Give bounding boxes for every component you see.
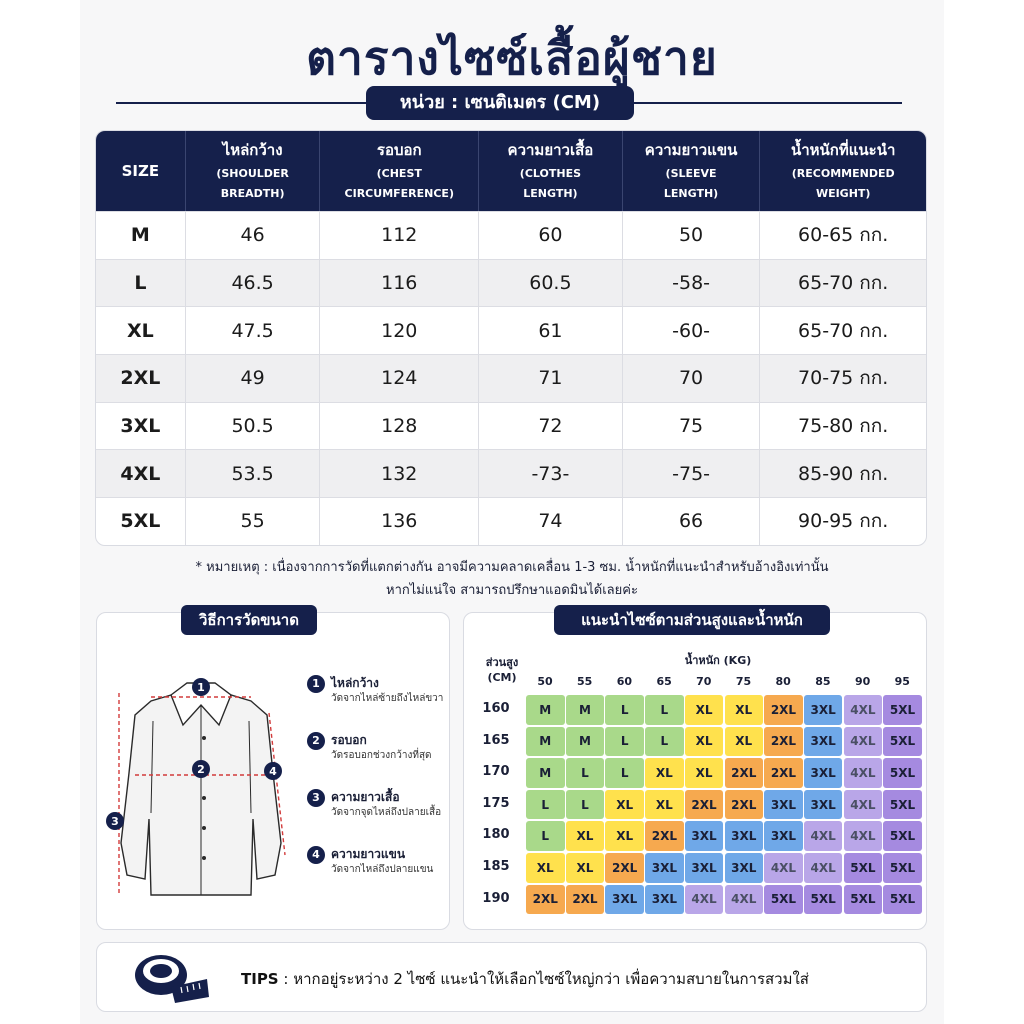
- weight-tick: 55: [577, 675, 593, 688]
- size-grid-cell: 4XL: [844, 727, 883, 757]
- size-grid-cell: 5XL: [844, 853, 883, 883]
- weight-tick: 80: [775, 675, 791, 688]
- column-header: [96, 131, 186, 211]
- height-tick: 175: [482, 795, 510, 811]
- table-cell: 74: [479, 498, 623, 545]
- table-body: [96, 211, 926, 545]
- tips-text: [241, 967, 809, 991]
- column-header-sub: [345, 164, 454, 204]
- size-grid-cell: 3XL: [645, 885, 684, 915]
- table-cell: 132: [320, 450, 479, 497]
- size-grid-cell: 2XL: [526, 885, 565, 915]
- size-cell: 3XL: [96, 403, 186, 450]
- legend-title: ความยาวเสื้อ: [331, 790, 400, 804]
- legend-title: รอบอก: [331, 733, 367, 747]
- table-cell: 50.5: [186, 403, 321, 450]
- legend-desc: วัดจากจุดไหล่ถึงปลายเสื้อ: [331, 807, 442, 818]
- column-header: [760, 131, 926, 211]
- size-grid-cell: L: [526, 821, 565, 851]
- size-grid-cell: 3XL: [764, 790, 803, 820]
- size-grid-cell: 3XL: [764, 821, 803, 851]
- size-grid-cell: 3XL: [605, 885, 644, 915]
- size-grid-cell: 4XL: [844, 790, 883, 820]
- size-cell: XL: [96, 307, 186, 354]
- size-grid-cell: 3XL: [725, 853, 764, 883]
- column-header-main: SIZE: [121, 162, 160, 180]
- unit-badge: หน่วย : เซนติเมตร (CM): [366, 86, 634, 120]
- weight-tick: 75: [735, 675, 752, 688]
- legend-desc: วัดจากไหล่ถึงปลายแขน: [331, 864, 434, 875]
- size-grid-cell: XL: [725, 695, 764, 725]
- size-grid-cell: 3XL: [804, 790, 843, 820]
- table-cell: 65-70 กก.: [798, 272, 889, 295]
- table-cell: -73-: [479, 450, 623, 497]
- legend-number: 4: [307, 846, 325, 864]
- size-grid-cell: 4XL: [685, 885, 724, 915]
- table-cell: 75-80 กก.: [798, 415, 889, 438]
- size-grid-cell: 4XL: [844, 695, 883, 725]
- table-cell: 72: [479, 403, 623, 450]
- table-row: [96, 259, 926, 307]
- legend-desc: วัดจากไหล่ซ้ายถึงไหล่ขวา: [331, 693, 444, 704]
- size-grid-cell: M: [526, 727, 565, 757]
- page-title: ตารางไซซ์เสื้อผู้ชาย: [306, 31, 718, 85]
- table-cell: 120: [320, 307, 479, 354]
- legend-title: ไหล่กว้าง: [331, 676, 379, 690]
- table-cell: 90-95 กก.: [798, 510, 889, 533]
- column-header-sub-line: CIRCUMFERENCE): [344, 187, 454, 200]
- size-grid-cell: 5XL: [883, 727, 922, 757]
- size-grid-cell: 2XL: [685, 790, 724, 820]
- size-grid-cell: 4XL: [804, 821, 843, 851]
- size-grid-cell: XL: [645, 790, 684, 820]
- size-grid-cell: XL: [605, 821, 644, 851]
- column-header-sub-line: LENGTH): [523, 187, 578, 200]
- size-grid-cell: XL: [685, 758, 724, 788]
- weight-tick: 50: [537, 675, 553, 688]
- size-grid-cell: 2XL: [605, 853, 644, 883]
- weight-tick: 65: [656, 675, 672, 688]
- size-grid-cell: L: [526, 790, 565, 820]
- table-cell: 85-90 กก.: [798, 462, 889, 485]
- note: [80, 556, 944, 602]
- column-header-main: ความยาวเสื้อ: [507, 141, 594, 159]
- table-cell: 65-70 กก.: [798, 319, 889, 342]
- size-grid-cell: XL: [566, 821, 605, 851]
- column-header: [186, 131, 321, 211]
- legend-item-length: [307, 789, 447, 846]
- column-header: [320, 131, 479, 211]
- table-row: [96, 497, 926, 545]
- size-grid-cell: 2XL: [645, 821, 684, 851]
- tips-label: TIPS: [241, 970, 279, 988]
- size-grid-cell: XL: [526, 853, 565, 883]
- size-grid-cell: 5XL: [804, 885, 843, 915]
- column-header-sub-line: (CHEST: [376, 167, 422, 180]
- table-cell: 66: [623, 498, 761, 545]
- size-grid-cell: 5XL: [883, 853, 922, 883]
- table-cell: 71: [479, 355, 623, 402]
- table-cell: -75-: [623, 450, 761, 497]
- note-line-1: * หมายเหตุ : เนื่องจากการวัดที่แตกต่างกัน อาจมีความคลาดเคลื่อน 1-3 ซม. น้ำหนักที่แนะนำสำหรับอ้างอิงเท่านั้น: [195, 560, 829, 575]
- legend-item-sleeve: [307, 846, 447, 903]
- table-cell: 70: [623, 355, 761, 402]
- table-cell: 46: [186, 212, 321, 259]
- size-grid-cell: 5XL: [844, 885, 883, 915]
- size-grid-cell: 2XL: [764, 727, 803, 757]
- measure-legend: [307, 675, 447, 903]
- size-grid-cell: 4XL: [725, 885, 764, 915]
- size-grid-cell: 3XL: [725, 821, 764, 851]
- height-tick: 170: [482, 764, 510, 780]
- column-header-sub: [216, 164, 289, 204]
- table-row: [96, 402, 926, 450]
- note-line-2: หากไม่แน่ใจ สามารถปรึกษาแอดมินได้เลยค่ะ: [386, 583, 638, 598]
- recommendation-title: แนะนำไซซ์ตามส่วนสูงและน้ำหนัก: [554, 605, 830, 635]
- size-grid-cell: L: [645, 695, 684, 725]
- size-cell: 4XL: [96, 450, 186, 497]
- table-header: [96, 131, 926, 211]
- table-row: [96, 449, 926, 497]
- size-grid-cell: XL: [725, 727, 764, 757]
- table-cell: 112: [320, 212, 479, 259]
- legend-number: 2: [307, 732, 325, 750]
- size-grid-cell: 2XL: [566, 885, 605, 915]
- column-header-sub-line: (CLOTHES: [519, 167, 582, 180]
- column-header-sub-line: WEIGHT): [815, 187, 871, 200]
- size-grid-cell: 4XL: [844, 758, 883, 788]
- column-header-main: รอบอก: [376, 141, 422, 159]
- table-cell: -60-: [623, 307, 761, 354]
- table-cell: 128: [320, 403, 479, 450]
- weight-tick: 95: [894, 675, 910, 688]
- marker-2-label: 2: [197, 763, 205, 776]
- height-tick: 165: [482, 732, 510, 748]
- how-to-measure-title: วิธีการวัดขนาด: [181, 605, 317, 635]
- how-to-measure-panel: [96, 612, 450, 930]
- marker-4-label: 4: [269, 765, 277, 778]
- table-row: [96, 354, 926, 402]
- size-grid-cell: 4XL: [804, 853, 843, 883]
- column-header: [479, 131, 623, 211]
- table-cell: 46.5: [186, 260, 321, 307]
- size-recommendation-panel: [463, 612, 927, 930]
- size-grid-cell: 2XL: [764, 758, 803, 788]
- size-grid-cell: XL: [685, 727, 724, 757]
- column-header-sub-line: (SHOULDER: [216, 167, 289, 180]
- weight-tick: 70: [696, 675, 712, 688]
- size-grid-cell: 2XL: [764, 695, 803, 725]
- size-grid-cell: 5XL: [883, 885, 922, 915]
- column-header-sub: [664, 164, 718, 204]
- weight-tick: 85: [815, 675, 831, 688]
- column-header: [623, 131, 761, 211]
- legend-number: 3: [307, 789, 325, 807]
- size-grid-cell: 5XL: [883, 821, 922, 851]
- height-label-line-1: ส่วนสูง: [485, 656, 519, 669]
- size-grid-cell: L: [605, 695, 644, 725]
- table-cell: 75: [623, 403, 761, 450]
- size-grid-cell: 4XL: [764, 853, 803, 883]
- column-header-sub-line: LENGTH): [663, 187, 719, 200]
- column-header-sub-line: (RECOMMENDED: [791, 167, 895, 180]
- size-grid-cell: XL: [566, 853, 605, 883]
- size-grid-cell: L: [566, 758, 605, 788]
- size-cell: 5XL: [96, 498, 186, 545]
- marker-3-label: 3: [111, 815, 119, 828]
- legend-item-shoulder: [307, 675, 447, 732]
- size-grid-cell: XL: [685, 695, 724, 725]
- table-row: [96, 211, 926, 259]
- height-tick: 185: [482, 859, 510, 874]
- size-grid-cell: XL: [645, 758, 684, 788]
- size-grid-cell: 3XL: [804, 727, 843, 757]
- legend-number: 1: [307, 675, 325, 693]
- height-axis-label: [472, 653, 532, 684]
- size-grid-cell: 3XL: [685, 821, 724, 851]
- table-cell: 136: [320, 498, 479, 545]
- size-grid-cell: L: [605, 727, 644, 757]
- height-label-line-2: (CM): [487, 671, 517, 684]
- table-cell: 124: [320, 355, 479, 402]
- size-cell: L: [96, 260, 186, 307]
- size-grid-cell: 2XL: [725, 758, 764, 788]
- column-header-sub-line: (SLEEVE: [665, 167, 717, 180]
- size-grid-cell: M: [526, 695, 565, 725]
- weight-tick: 60: [616, 675, 633, 688]
- size-grid-cell: M: [566, 695, 605, 725]
- table-cell: 55: [186, 498, 321, 545]
- size-grid-cell: L: [605, 758, 644, 788]
- size-grid-cell: 5XL: [883, 695, 922, 725]
- legend-title: ความยาวแขน: [331, 847, 406, 861]
- size-grid-cell: 4XL: [844, 821, 883, 851]
- table-cell: 60: [479, 212, 623, 259]
- height-tick: 160: [482, 701, 510, 716]
- size-table: [95, 130, 927, 546]
- legend-desc: วัดรอบอกช่วงกว้างที่สุด: [331, 750, 432, 761]
- marker-1-label: 1: [197, 681, 205, 694]
- size-grid-cell: L: [645, 727, 684, 757]
- weight-axis-label: น้ำหนัก (KG): [684, 654, 752, 667]
- column-header-sub: [520, 164, 581, 204]
- size-grid-cell: 3XL: [804, 758, 843, 788]
- shirt-diagram: [101, 643, 301, 933]
- tips-body: : หากอยู่ระหว่าง 2 ไซซ์ แนะนำให้เลือกไซซ์ใหญ่กว่า เพื่อความสบายในการสวมใส่: [278, 970, 809, 988]
- column-header-main: ไหล่กว้าง: [222, 141, 283, 159]
- size-grid-cell: 3XL: [685, 853, 724, 883]
- table-cell: 60-65 กก.: [798, 224, 889, 247]
- legend-item-chest: [307, 732, 447, 789]
- column-header-sub-line: BREADTH): [220, 187, 285, 200]
- table-cell: 47.5: [186, 307, 321, 354]
- weight-tick: 90: [854, 675, 871, 688]
- size-chart-page: [80, 0, 944, 1024]
- table-cell: 49: [186, 355, 321, 402]
- size-grid-cell: XL: [605, 790, 644, 820]
- size-grid-cell: L: [566, 790, 605, 820]
- table-cell: -58-: [623, 260, 761, 307]
- column-header-sub: [792, 164, 895, 204]
- size-grid-cell: 2XL: [725, 790, 764, 820]
- size-grid-cell: 3XL: [645, 853, 684, 883]
- table-cell: 61: [479, 307, 623, 354]
- table-cell: 60.5: [479, 260, 623, 307]
- column-header-main: ความยาวแขน: [644, 141, 738, 159]
- height-tick: 180: [482, 827, 510, 843]
- size-grid-cell: 3XL: [804, 695, 843, 725]
- size-grid-cell: 5XL: [764, 885, 803, 915]
- size-cell: M: [96, 212, 186, 259]
- size-grid-cell: M: [526, 758, 565, 788]
- height-tick: 190: [482, 890, 510, 906]
- size-grid-cell: 5XL: [883, 758, 922, 788]
- tips-bar: [96, 942, 927, 1012]
- table-cell: 50: [623, 212, 761, 259]
- table-cell: 70-75 กก.: [798, 367, 889, 390]
- table-row: [96, 306, 926, 354]
- column-header-main: น้ำหนักที่แนะนำ: [790, 141, 896, 159]
- size-cell: 2XL: [96, 355, 186, 402]
- size-grid-cell: 5XL: [883, 790, 922, 820]
- tape-measure-icon: [131, 949, 211, 1009]
- table-cell: 53.5: [186, 450, 321, 497]
- table-cell: 116: [320, 260, 479, 307]
- size-grid-cell: M: [566, 727, 605, 757]
